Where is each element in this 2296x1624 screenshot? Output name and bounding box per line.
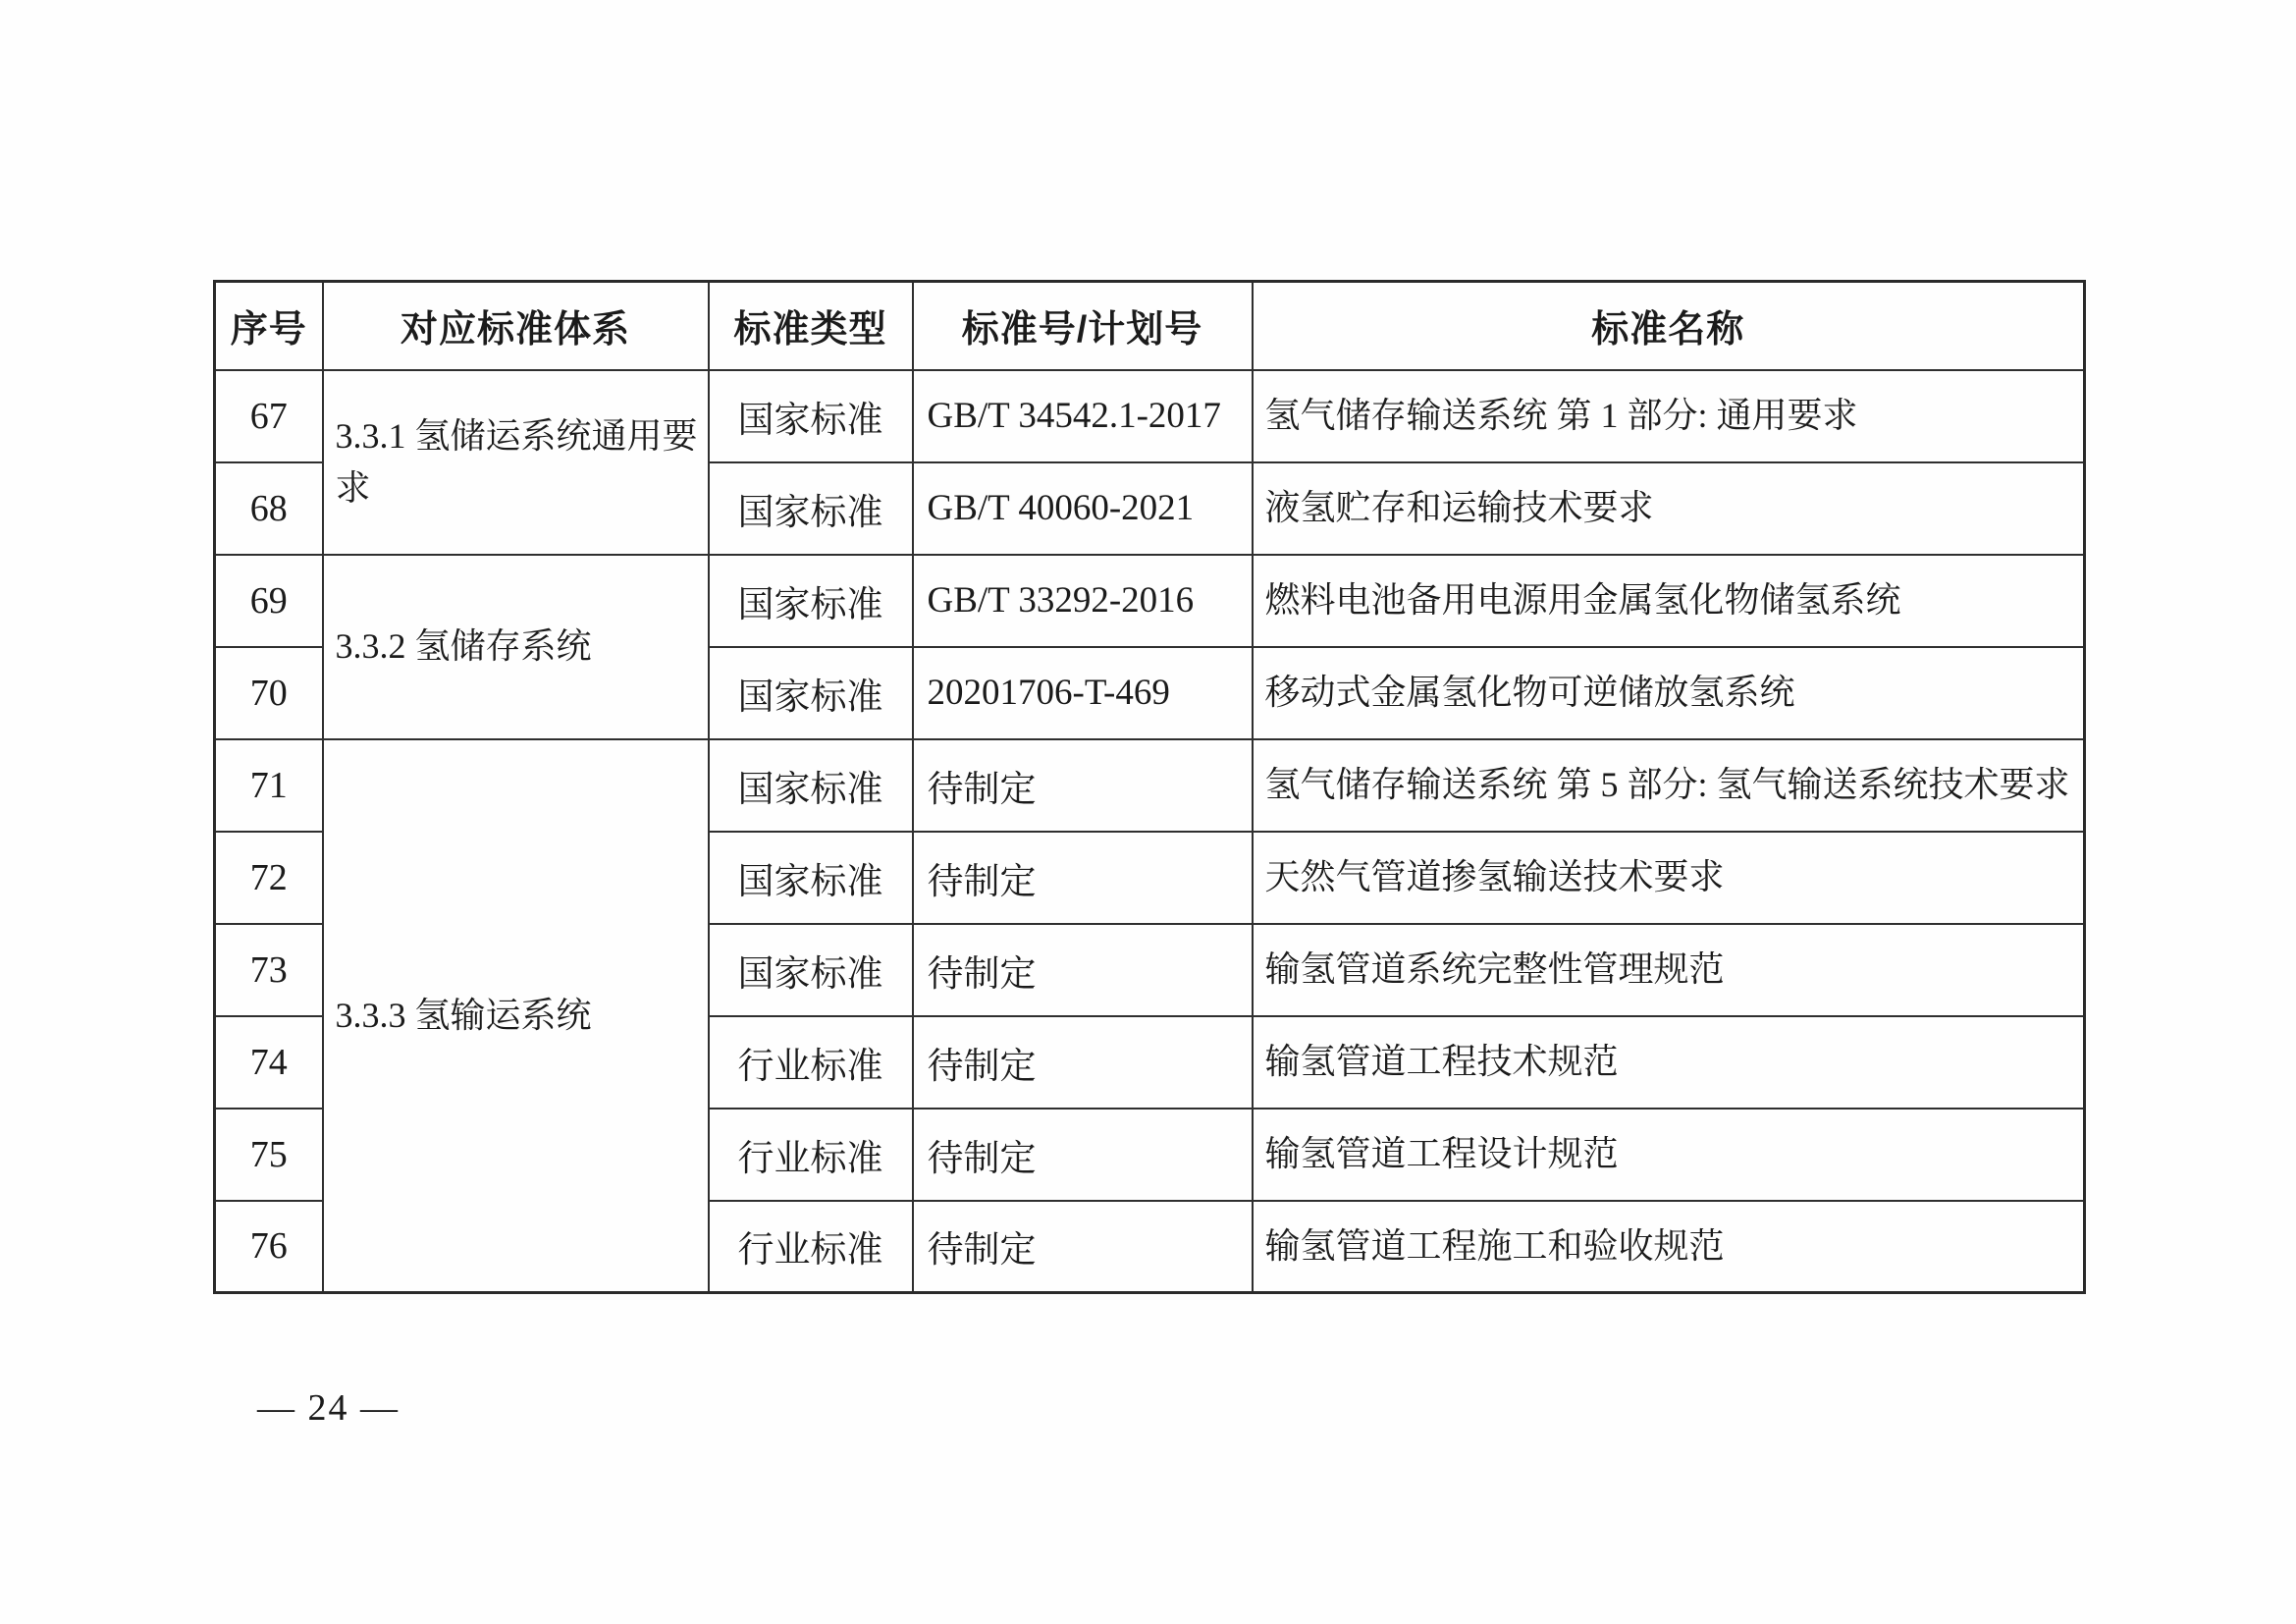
- cell-standard-type: 国家标准: [709, 555, 913, 647]
- cell-standard-code: GB/T 40060-2021: [913, 462, 1253, 555]
- cell-standard-name: 输氢管道系统完整性管理规范: [1253, 924, 2085, 1016]
- cell-serial-number: 74: [215, 1016, 323, 1109]
- cell-standard-code: GB/T 34542.1-2017: [913, 370, 1253, 462]
- cell-standard-system-group: 3.3.2 氢储存系统: [323, 555, 709, 739]
- cell-standard-type: 行业标准: [709, 1109, 913, 1201]
- cell-serial-number: 69: [215, 555, 323, 647]
- header-standard-code: 标准号/计划号: [913, 282, 1253, 370]
- cell-standard-name: 氢气储存输送系统 第 1 部分: 通用要求: [1253, 370, 2085, 462]
- cell-standard-type: 行业标准: [709, 1201, 913, 1293]
- cell-standard-type: 国家标准: [709, 832, 913, 924]
- cell-serial-number: 72: [215, 832, 323, 924]
- cell-standard-code: 待制定: [913, 1109, 1253, 1201]
- header-serial-number: 序号: [215, 282, 323, 370]
- cell-serial-number: 76: [215, 1201, 323, 1293]
- cell-standard-code: 待制定: [913, 924, 1253, 1016]
- cell-standard-type: 国家标准: [709, 924, 913, 1016]
- cell-standard-name: 输氢管道工程技术规范: [1253, 1016, 2085, 1109]
- cell-serial-number: 75: [215, 1109, 323, 1201]
- cell-standard-code: 待制定: [913, 739, 1253, 832]
- cell-standard-code: GB/T 33292-2016: [913, 555, 1253, 647]
- cell-standard-name: 输氢管道工程设计规范: [1253, 1109, 2085, 1201]
- table-row: [215, 370, 2085, 462]
- cell-serial-number: 68: [215, 462, 323, 555]
- cell-standard-name: 输氢管道工程施工和验收规范: [1253, 1201, 2085, 1293]
- cell-standard-code: 待制定: [913, 1201, 1253, 1293]
- table-row: [215, 555, 2085, 647]
- cell-standard-system-group: 3.3.3 氢输运系统: [323, 739, 709, 1293]
- header-standard-system: 对应标准体系: [323, 282, 709, 370]
- cell-standard-type: 国家标准: [709, 647, 913, 739]
- cell-serial-number: 71: [215, 739, 323, 832]
- cell-serial-number: 67: [215, 370, 323, 462]
- cell-standard-code: 20201706-T-469: [913, 647, 1253, 739]
- cell-serial-number: 70: [215, 647, 323, 739]
- cell-standard-name: 液氢贮存和运输技术要求: [1253, 462, 2085, 555]
- cell-standard-type: 国家标准: [709, 370, 913, 462]
- cell-standard-code: 待制定: [913, 832, 1253, 924]
- cell-standard-name: 氢气储存输送系统 第 5 部分: 氢气输送系统技术要求: [1253, 739, 2085, 832]
- cell-standard-name: 燃料电池备用电源用金属氢化物储氢系统: [1253, 555, 2085, 647]
- table-row: [215, 739, 2085, 832]
- cell-standard-name: 移动式金属氢化物可逆储放氢系统: [1253, 647, 2085, 739]
- cell-standard-name: 天然气管道掺氢输送技术要求: [1253, 832, 2085, 924]
- header-standard-name: 标准名称: [1253, 282, 2085, 370]
- cell-standard-type: 行业标准: [709, 1016, 913, 1109]
- cell-standard-code: 待制定: [913, 1016, 1253, 1109]
- standards-table: [213, 280, 2086, 1294]
- cell-standard-system-group: 3.3.1 氢储运系统通用要求: [323, 370, 709, 555]
- header-standard-type: 标准类型: [709, 282, 913, 370]
- cell-serial-number: 73: [215, 924, 323, 1016]
- header-row: [215, 282, 2085, 370]
- cell-standard-type: 国家标准: [709, 462, 913, 555]
- cell-standard-type: 国家标准: [709, 739, 913, 832]
- page-number: — 24 —: [257, 1387, 400, 1429]
